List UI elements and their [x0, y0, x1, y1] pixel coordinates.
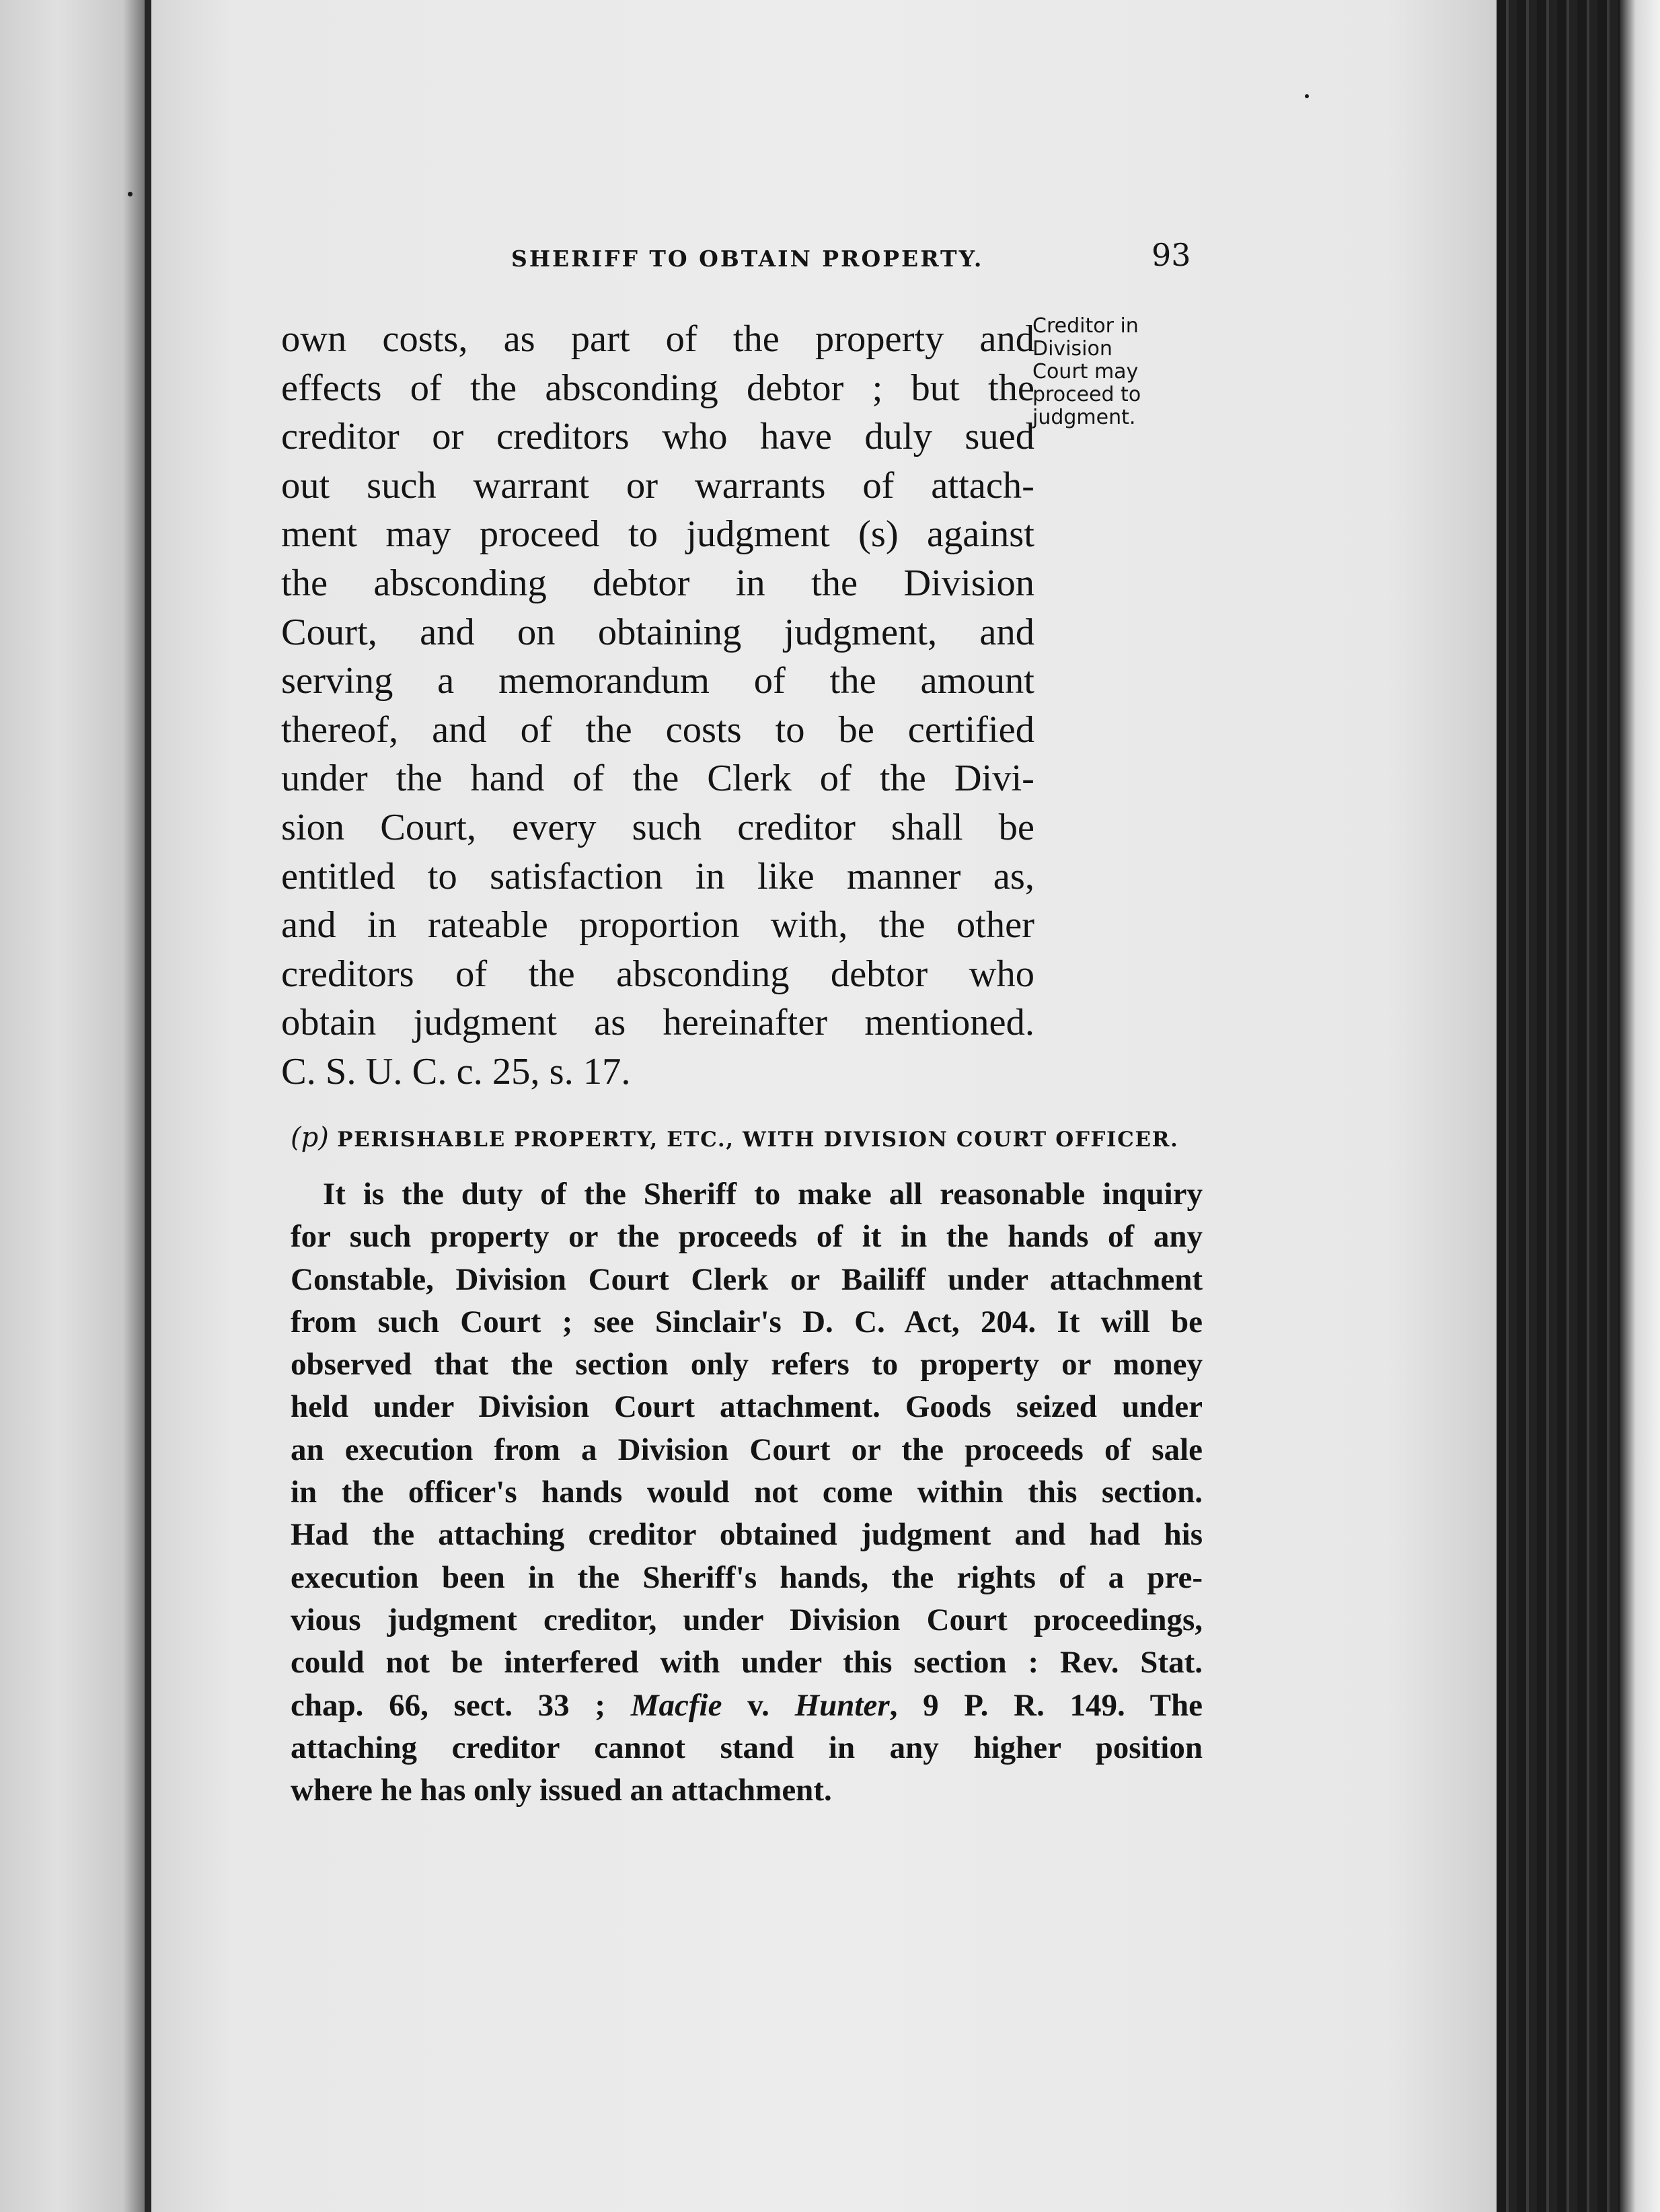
marginal-note: [1032, 315, 1234, 429]
facing-page-edge: [0, 0, 145, 2212]
text-line: creditors of the absconding debtor who: [281, 953, 1034, 995]
page-stack-highlight: [1620, 0, 1660, 2212]
running-title: SHERIFF TO OBTAIN PROPERTY.: [511, 246, 984, 272]
note-line: where he has only issued an attachment.: [291, 1773, 832, 1808]
text-line: own costs, as part of the property and: [281, 318, 1034, 360]
text-line: creditor or creditors who have duly sued: [281, 416, 1034, 458]
note-line: It is the duty of the Sheriff to make all reasonable inquiry: [323, 1177, 1203, 1212]
marginal-note-line: Court may: [1032, 360, 1139, 383]
text-line: and in rateable proportion with, the other: [281, 904, 1034, 947]
note-heading-text: PERISHABLE PROPERTY, ETC., WITH DIVISION COURT OFFICER.: [337, 1128, 1179, 1152]
citation-text: chap. 66, sect. 33 ;: [291, 1687, 631, 1723]
note-body: [291, 1173, 1203, 1812]
text-line: entitled to satisfaction in like manner as,: [281, 855, 1034, 897]
text-line: the absconding debtor in the Division: [281, 562, 1034, 604]
page-number: 93: [1152, 237, 1191, 273]
note-line: observed that the section only refers to property or money: [291, 1347, 1203, 1382]
case-citation-line: [291, 1685, 1203, 1727]
case-defendant: Hunter: [794, 1687, 890, 1723]
book-gutter: [145, 0, 151, 2212]
text-line: ment may proceed to judgment (s) against: [281, 513, 1034, 556]
note-line: vious judgment creditor, under Division Court proceedings,: [291, 1602, 1203, 1637]
note-line: attaching creditor cannot stand in any higher position: [291, 1730, 1203, 1765]
text-line: effects of the absconding debtor ; but the: [281, 367, 1034, 409]
dust-speck: [1305, 94, 1309, 98]
text-line: thereof, and of the costs to be certified: [281, 708, 1034, 751]
note-line: from such Court ; see Sinclair's D. C. Act, 204. It will be: [291, 1304, 1203, 1339]
note-marker: (p): [291, 1122, 329, 1153]
marginal-note-line: proceed to: [1032, 383, 1141, 406]
dust-speck: [128, 192, 133, 196]
note-line: an execution from a Division Court or the proceeds of sale: [291, 1432, 1203, 1467]
citation-text: , 9 P. R. 149. The: [889, 1687, 1203, 1723]
text-line: Court, and on obtaining judgment, and: [281, 611, 1034, 653]
note-line: could not be interfered with under this section : Rev. Stat.: [291, 1645, 1203, 1681]
note-line: Constable, Division Court Clerk or Bailiff under attachment: [291, 1261, 1203, 1297]
marginal-note-line: Creditor in: [1032, 314, 1139, 338]
text-line: under the hand of the Clerk of the Divi-: [281, 758, 1034, 800]
marginal-note-line: Division: [1032, 337, 1112, 361]
note-line: Had the attaching creditor obtained judgment and had his: [291, 1517, 1203, 1553]
text-line: serving a memorandum of the amount: [281, 660, 1034, 702]
note-heading: [291, 1122, 1178, 1153]
marginal-note-line: judgment.: [1032, 406, 1136, 429]
note-line: in the officer's hands would not come within this section.: [291, 1475, 1203, 1510]
case-plaintiff: Macfie: [630, 1687, 722, 1723]
statute-citation: C. S. U. C. c. 25, s. 17.: [281, 1050, 631, 1093]
text-line: sion Court, every such creditor shall be: [281, 806, 1034, 848]
note-line: for such property or the proceeds of it in the hands of any: [291, 1219, 1203, 1255]
text-line: out such warrant or warrants of attach-: [281, 464, 1034, 507]
citation-versus: v.: [722, 1687, 795, 1723]
page-stack-edge: [1497, 0, 1660, 2212]
note-line: held under Division Court attachment. Goods seized under: [291, 1389, 1203, 1425]
note-line: execution been in the Sheriff's hands, the rights of a pre-: [291, 1559, 1203, 1595]
text-line: obtain judgment as hereinafter mentioned.: [281, 1002, 1034, 1044]
statute-text: [281, 315, 1034, 1097]
